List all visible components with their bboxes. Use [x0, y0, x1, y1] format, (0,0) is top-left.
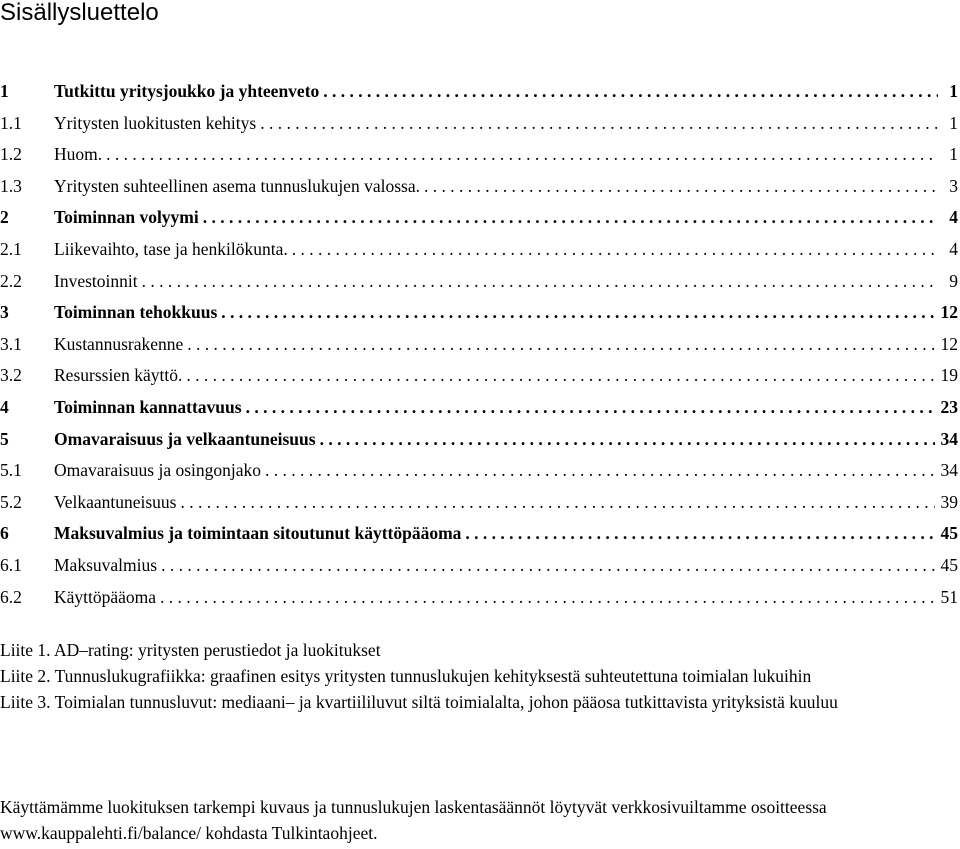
toc-leader-dots [465, 518, 934, 550]
toc-number: 4 [0, 396, 9, 417]
toc-page-number: 4 [949, 238, 958, 259]
toc-leader-dots [265, 455, 934, 487]
toc-row[interactable] [0, 582, 958, 614]
toc-row[interactable] [0, 487, 958, 519]
toc-label: Resurssien käyttö. [54, 365, 183, 386]
toc-page-number: 51 [940, 586, 958, 607]
toc-row[interactable] [0, 297, 958, 329]
toc-page-number: 45 [940, 523, 958, 544]
toc-label: Kustannusrakenne [54, 333, 184, 354]
toc-leader-dots [320, 424, 935, 456]
toc-leader-dots [246, 392, 935, 424]
toc-number: 2 [0, 207, 9, 228]
toc-number: 6.1 [0, 554, 22, 575]
toc-row[interactable] [0, 329, 958, 361]
toc-page-number: 1 [949, 144, 958, 165]
toc-page-number: 9 [949, 270, 958, 291]
toc-label: Velkaantuneisuus [54, 491, 177, 512]
toc-leader-dots [203, 202, 938, 234]
toc-page-number: 23 [940, 396, 958, 417]
toc-page-number: 4 [949, 207, 958, 228]
toc-row[interactable] [0, 202, 958, 234]
toc-label: Omavaraisuus ja velkaantuneisuus [54, 428, 316, 449]
toc-leader-dots [161, 550, 934, 582]
toc-label: Toiminnan kannattavuus [54, 396, 242, 417]
toc-label: Liikevaihto, tase ja henkilökunta. [54, 238, 288, 259]
toc-number: 5 [0, 428, 9, 449]
toc-label: Toiminnan tehokkuus [54, 302, 218, 323]
appendix-item: Liite 1. AD–rating: yritysten perustiedot ja luokitukset [0, 640, 381, 660]
toc-leader-dots [424, 171, 938, 203]
toc-label: Maksuvalmius ja toimintaan sitoutunut käyttöpääoma [54, 523, 462, 544]
appendix-item: Liite 3. Toimialan tunnusluvut: mediaani– ja kvartiililuvut siltä toimialalta, johon pääosa tutkittavista yrityksistä kuuluu [0, 692, 838, 712]
toc-leader-dots [186, 360, 934, 392]
table-of-contents [0, 76, 958, 613]
toc-leader-dots [106, 139, 938, 171]
page-title: Sisällysluettelo [0, 0, 159, 26]
toc-row[interactable] [0, 171, 958, 203]
toc-page-number: 12 [940, 302, 958, 323]
appendix-item: Liite 2. Tunnuslukugrafiikka: graafinen esitys yritysten tunnuslukujen kehityksestä suhteutettuna toimialan lukuihin [0, 666, 812, 686]
appendix-list [0, 637, 958, 715]
toc-row[interactable] [0, 360, 958, 392]
toc-number: 3.2 [0, 365, 22, 386]
toc-label: Toiminnan volyymi [54, 207, 199, 228]
toc-label: Käyttöpääoma [54, 586, 157, 607]
toc-page-number: 34 [940, 428, 958, 449]
toc-number: 2.1 [0, 238, 22, 259]
toc-number: 2.2 [0, 270, 22, 291]
toc-leader-dots [323, 76, 938, 108]
toc-page-number: 19 [940, 365, 958, 386]
toc-leader-dots [187, 329, 934, 361]
toc-row[interactable] [0, 139, 958, 171]
toc-label: Yritysten suhteellinen asema tunnuslukujen valossa. [54, 175, 420, 196]
toc-row[interactable] [0, 76, 958, 108]
toc-row[interactable] [0, 455, 958, 487]
toc-label: Investoinnit [54, 270, 138, 291]
toc-page-number: 45 [940, 554, 958, 575]
toc-page-number: 34 [940, 460, 958, 481]
toc-row[interactable] [0, 108, 958, 140]
toc-label: Huom. [54, 144, 103, 165]
toc-leader-dots [221, 297, 934, 329]
toc-leader-dots [260, 108, 938, 140]
toc-number: 1.1 [0, 112, 22, 133]
toc-row[interactable] [0, 234, 958, 266]
toc-page-number: 1 [949, 81, 958, 101]
toc-leader-dots [160, 582, 934, 614]
footer-note: Käyttämämme luokituksen tarkempi kuvaus ja tunnuslukujen laskentasäännöt löytyvät verkkosivuiltamme osoitteessa www.kauppalehti.fi/balance/ kohdasta Tulkintaohjeet. [0, 797, 827, 843]
toc-page-number: 39 [940, 491, 958, 512]
toc-leader-dots [292, 234, 938, 266]
toc-label: Tutkittu yritysjoukko ja yhteenveto [54, 81, 320, 101]
toc-leader-dots [180, 487, 934, 519]
toc-number: 1.3 [0, 175, 22, 196]
toc-row[interactable] [0, 518, 958, 550]
toc-label: Yritysten luokitusten kehitys [54, 112, 257, 133]
toc-number: 1 [0, 81, 9, 101]
toc-number: 1.2 [0, 144, 22, 165]
toc-number: 3.1 [0, 333, 22, 354]
toc-row[interactable] [0, 266, 958, 298]
toc-number: 3 [0, 302, 9, 323]
toc-row[interactable] [0, 424, 958, 456]
toc-leader-dots [142, 266, 938, 298]
toc-number: 5.2 [0, 491, 22, 512]
toc-page-number: 12 [940, 333, 958, 354]
toc-number: 5.1 [0, 460, 22, 481]
toc-row[interactable] [0, 392, 958, 424]
toc-number: 6 [0, 523, 9, 544]
toc-label: Omavaraisuus ja osingonjako [54, 460, 262, 481]
toc-page-number: 1 [949, 112, 958, 133]
toc-label: Maksuvalmius [54, 554, 158, 575]
toc-number: 6.2 [0, 586, 22, 607]
toc-page-number: 3 [949, 175, 958, 196]
toc-row[interactable] [0, 550, 958, 582]
